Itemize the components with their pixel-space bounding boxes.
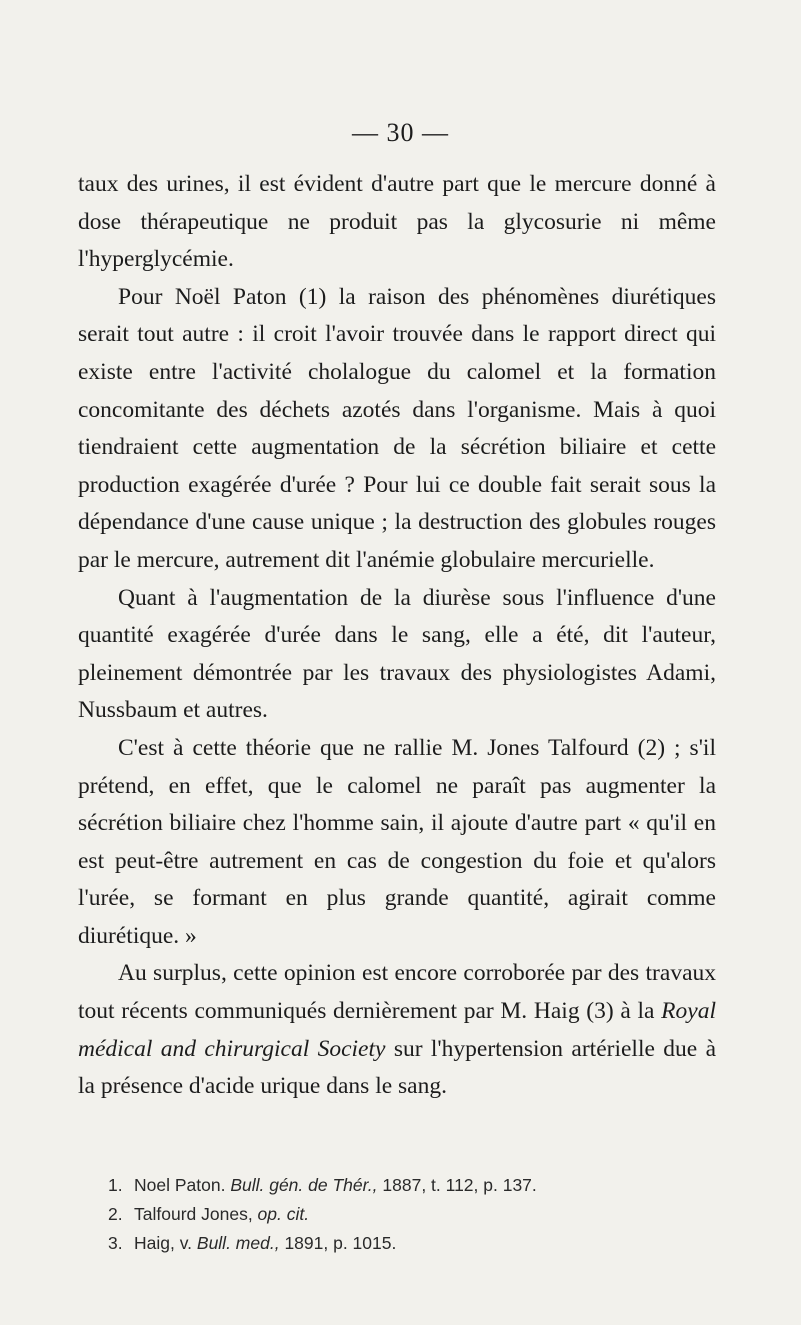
paragraph-3: Quant à l'augmentation de la diurèse sous l'influence d'une quantité exagérée d'urée dans le sang, elle a été, dit l'auteur, pleinement démontrée par les travaux des physiologistes Adami, Nussbaum et autres. — [78, 584, 716, 724]
body-text — [78, 166, 716, 1106]
paragraph-1: taux des urines, il est évident d'autre part que le mercure donné à dose thérapeutique ne produit pas la glycosurie ni même l'hyperglycémie. — [78, 171, 716, 273]
footnote-number: 2. — [108, 1204, 123, 1224]
footnote-reference: 1887, t. 112, p. 137. — [377, 1175, 537, 1195]
footnote-1 — [108, 1171, 708, 1200]
page-number: — 30 — — [352, 118, 449, 147]
paragraph-5-text-start: Au surplus, cette opinion est encore corroborée par des travaux tout récents communiqués dernièrement par M. Haig (3) à la — [78, 960, 716, 1025]
footnote-reference: 1891, p. 1015. — [279, 1233, 397, 1253]
paragraph-5-text-end: sur l'hypertension artérielle due à la présence d'acide urique dans le sang. — [78, 1035, 716, 1100]
paragraph-5 — [78, 955, 716, 1105]
paragraph-2: Pour Noël Paton (1) la raison des phénomènes diurétiques serait tout autre : il croit l'avoir trouvée dans le rapport direct qui existe entre l'activité cholalogue du calomel et la formation concomitante des déchets azotés dans l'organisme. Mais à quoi tiendraient cette augmentation de la sécrétion biliaire et cette production exagérée d'urée ? Pour lui ce double fait serait sous la dépendance d'une cause unique ; la destruction des globules rouges par le mercure, autrement dit l'anémie globulaire mercurielle. — [78, 283, 716, 573]
footnote-journal: Bull. gén. de Thér., — [230, 1175, 378, 1195]
footnote-journal: op. cit. — [257, 1204, 310, 1224]
footnote-author: Talfourd Jones, — [134, 1204, 258, 1224]
society-name: Royal médical and chirurgical Society — [78, 998, 716, 1062]
footnote-journal: Bull. med., — [196, 1233, 280, 1253]
paragraph-4: C'est à cette théorie que ne rallie M. Jones Talfourd (2) ; s'il prétend, en effet, que le calomel ne paraît pas augmenter la sécrétion biliaire chez l'homme sain, il ajoute d'autre part « qu'il en est peut-être autrement en cas de congestion du foie et qu'alors l'urée, se formant en plus grande quantité, agirait comme diurétique. » — [78, 734, 716, 949]
footnote-number: 1. — [108, 1175, 123, 1195]
footnote-author: Noel Paton. — [134, 1175, 231, 1195]
footnote-2 — [108, 1200, 708, 1229]
footnote-number: 3. — [108, 1233, 123, 1253]
footnotes — [108, 1171, 708, 1258]
footnote-3 — [108, 1229, 708, 1258]
footnote-author: Haig, v. — [134, 1233, 197, 1253]
